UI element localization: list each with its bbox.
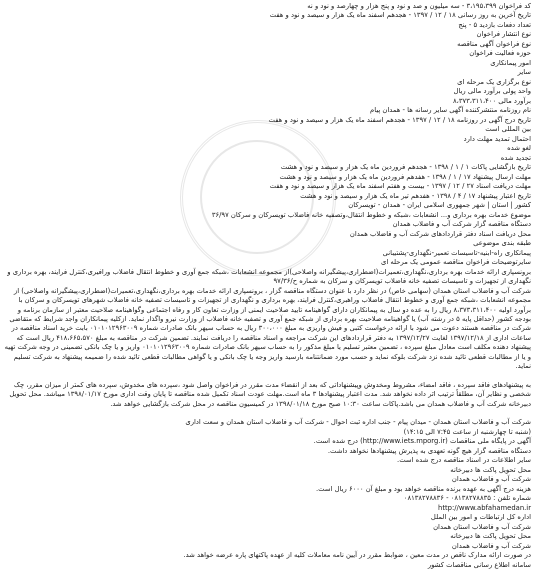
notice-field-line: تعداد دفعات بازدید ۵ - پنج — [458, 20, 531, 29]
notice-field-line: تاریخ اعتبار پیشنهاد ۱۷ / ۴ / ۱۳۹۸ - هفدهم تیر ماه یک هزار و سیصد و نود و هشت — [300, 191, 531, 200]
notice-footer — [3, 418, 531, 570]
tender-notice-document — [3, 2, 531, 570]
notice-field-line: حوزه فعالیت فراخوان — [469, 49, 531, 58]
notice-field-line: تاریخ آخرین به روز رسانی ۱۸ / ۱۲ / ۱۳۹۷ - هجدهم اسفند ماه یک هزار و سیصد و نود و هفت — [269, 11, 531, 20]
notice-field-line: نام روزنامه منتشرکننده آگهی سایر رسانه ها - همدان پیام — [370, 106, 531, 115]
notice-field-line: پیمانکاری راه-ابنیه-تاسیسات تعمیر-نگهداری-پشتیبانی — [382, 248, 531, 257]
footer-line: در صورت ارائه مدارک ناقص در مدت معین ، ضوابط مقرر در آیین نامه معاملات کلیه از عهده پاکتهای پاره عرضه خواهد شد. — [183, 551, 531, 560]
notice-field-line: برآورد مالی ۸،۳۷۳،۳۱۱،۴۰۰ — [453, 96, 531, 105]
notice-field-line: تاریخ درج آگهی در روزنامه ۱۸ / ۱۲ / ۱۳۹۷ - هجدهم اسفند ماه یک هزار و سیصد و نود و هفت — [268, 115, 531, 124]
notice-field-line: کشور | استان | شهر جمهوری اسلامی ایران - همدان - تویسرکان — [348, 201, 531, 210]
notice-field-line: نوع فراخوان آگهی مناقصه — [457, 39, 531, 48]
notice-field-line: تجدید شده — [500, 153, 531, 162]
notice-field-line: امور پیمانکاری — [490, 58, 531, 67]
footer-line: دستگاه مناقصه گزار هیچ گونه تعهدی به پذیرش پیشنهادها نخواهد داشت. — [327, 446, 531, 455]
paragraph-gap — [3, 409, 531, 418]
notice-body-paragraph: شرکت آب و فاضلاب استان همدان (سهامی خاص) در نظر دارد با عنوان دستگاه مناقصه گزار ، برونسپاری ارائه خدمات بهره برداری،نگهداری،تعمیرات(اضطراری،پیشگیرانه واصلاحی) از مجموعه انشعابات ،شبکه جمع آوری و خطوط انتقال فاضلاب وراهبری،کنترل فرایند، بهره برداری و نگهداری از تجهیزات و تاسیسات تصفیه خانه فاضلاب شهرهای تویسرکان و سرکان با برآورد اولیه ۸،۳۷۳،۳۱۱،۴۰۰ ریال را به عده دو سال به پیمانکاران دارای گواهینامه تایید صلاحیت ایمنی از وزارت تعاون کار و رفاه اجتماعی وگواهینامه صلاحیت معتبر از سازمان برنامه و بودجه کشور (حداقل پایه ۵ در رشته آب) یا گواهینامه صلاحیت بهره برداری از شبکه جمع آوری و تصفیه خانه فاضلاب از وزارت نیرو واگذار نماید. ازکلیه پیمانکاران واجد شرایط که متقاضی شرکت در مناقصه هستند دعوت می شود با ارائه درخواست کتبی و فیش واریزی به مبلغ ۳۰۰،۰۰۰ ریال به حساب سیهر بانک صادرات شماره ۰۱۰۱۰۱۲۹۶۳۰۰۹ بابت خرید اسناد مناقصه در ساعات اداری از ۱۳۹۷/۱۲/۱۸ لغایت ۱۳۹۷/۱۲/۲۷ به دفتر قراردادهای این شرکت مراجعه و اسناد مناقصه را دریافت نمایند. تضمین شرکت در مناقصه به مبلغ ۴۱۸،۶۶۵،۵۷۰ ریال است که پیشنهاد دهنده مکلف است معادل مبلغ سپرده ، تضمین معتبر تسلیم یا مبلغ مذکور را به حساب سیهر بانک صادرات شماره ۰۱۰۱۰۱۲۹۶۳۰۰۹ واریز و یا چک بانکی تضمینی در وجه شرکت تهیه و یا از مطالبات قطعی تائید شده نزد شرکت بلوکه نماید و حسب مورد ضمانتنامه بارسید واریز وجه یا چک بانکی و یا گواهی مطالبات قطعی تائید شده را ضمیمه پیشنهاد به شرکت تسلیم نماید. — [4, 286, 531, 371]
footer-line: سایر اطلاعات در اسناد مناقصه درج شده است. — [397, 456, 531, 465]
footer-line: محل تحویل پاکت ها دبیرخانه — [450, 465, 531, 474]
notice-field-line: لغو شده — [507, 144, 531, 153]
paragraph-gap — [3, 372, 531, 381]
notice-field-line: موضوع خدمات بهره برداری و... انشعابات ،شبکه و خطوط انتقال،وتصفیه خانه فاضلاب تویسرکان و سرکان ۳۶/۹۷ — [211, 210, 531, 219]
notice-fields — [3, 2, 531, 287]
footer-line: (شنبه تا چهارشنبه از ساعت ۷:۴۵ الی ۱۴:۱۵) — [403, 427, 531, 436]
footer-line: شماره تلفن : ۰۸۱۳۸۲۷۸۸۳۵ - ۰۸۱۳۸۲۷۸۸۳۶ — [403, 494, 531, 503]
notice-field-line: مهلت دریافت اسناد ۲۷ / ۱۲ / ۱۳۹۷ - بیست و هفتم اسفند ماه یک هزار و سیصد و نود و هفت — [269, 182, 531, 191]
footer-line: سامانه اطلاع رسانی مناقصات کشور — [427, 560, 531, 569]
footer-line: شرکت آب و فاضلاب استان همدان - میدان پیام - جنب اداره ثبت احوال - شرکت آب و فاضلاب استان همدان و سعت اداری — [185, 418, 531, 427]
notice-field-line: محل دریافت اسناد دفتر قراردادهای شرکت آب و فاضلاب همدان — [349, 229, 531, 238]
notice-field-line: سایرتوضیحات فراخوان مناقصه عمومی یک مرحله ای — [381, 258, 531, 267]
notice-field-line: سایر — [517, 68, 531, 77]
notice-field-line: مهلت ارسال پیشنهاد ۱۷ / ۱ / ۱۳۹۸ - هفدهم فروردین ماه یک هزار و سیصد و نود و هشت — [279, 172, 531, 181]
notice-field-line: تاریخ بازگشایی پاکات ۱ / ۱ / ۱۳۹۸ - هجدهم فروردین ماه یک هزار و سیصد و نود و هشت — [280, 163, 531, 172]
notice-field-line: نوع انتشار فراخوان — [476, 30, 531, 39]
footer-line: شرکت آب و فاضلاب همدان — [451, 541, 531, 550]
notice-field-line: واحد پولی برآورد مالی ریال — [453, 87, 531, 96]
notice-field-line: بین المللی است — [485, 125, 531, 134]
notice-conditions-paragraph: به پیشنهادهای فاقد سپرده ، فاقد امضاء، مشروط ومخدوش وپیشنهاداتی که بعد از انقضاء مدت مقرر در فراخوان واصل شود ،سپرده های مخدوش، سپرده های کمتر از میزان مقرر، چک شخصی و نظایر آن، مطلقاً ترتیب اثر داده نخواهد شد. مدت اعتبار پیشنهادها ۳ ماه است.مهلت عودت اسناد تکمیل شده مناقصه تا پایان وقت اداری مورخ ۱۳۹۸/۰۱/۱۷ میباشد. محل تحویل دبیرخانه شرکت آب و فاضلاب همدان می باشد.پاکات ساعت ۱۰:۳۰ صبح مورخ ۱۳۹۸/۰۱/۱۸ در کمیسیون مناقصه در محل شرکت بازگشایی خواهد شد. — [9, 380, 531, 408]
footer-line: آگهی در پایگاه ملی مناقصات (http://www.iets.mporg.ir) درج شده است. — [313, 437, 531, 446]
notice-field-line: طبقه بندی موضوعی — [473, 239, 531, 248]
footer-line: شرکت آب و فاضلاب استان همدان — [433, 522, 531, 531]
footer-line: اداره کل ارتباطات و امور بین الملل — [430, 513, 531, 522]
notice-field-line: نوع برگزاری یک مرحله ای — [457, 77, 531, 86]
notice-field-line: کد فراخوان ۳،۱۹۵،۳۹۹ - سه میلیون و صد و نود و پنج هزار و چهارصد و نود و نه — [307, 2, 531, 10]
notice-field-line: احتمال تمدید مهلت دارد — [463, 134, 531, 143]
notice-field-line: برونسپاری ارائه خدمات بهره برداری،نگهداری،تعمیرات(اضطراری،پیشگیرانه واصلاحی)از مجموعه انشعابات ،شبکه جمع آوری و خطوط انتقال فاضلاب ورافیری،کنترل فرایند، بهره برداری و نگهداری از تجهیزات و تاسیسات تصفیه خانه فاضلاب تویسرکان و سرکان به شماره ح/۹۷/۳۶ — [7, 267, 531, 286]
footer-line: محل تحویل پاکت ها دبیرخانه — [450, 532, 531, 541]
footer-line: هزینه درج آگهی به عهده برنده مناقصه خواهد بود و مبلغ آن ۶۰۰۰ ریال است. — [316, 484, 531, 493]
notice-field-line: دستگاه مناقصه گزار شرکت آب و فاضلاب همدان — [392, 220, 531, 229]
footer-line: http://www.abfahamedan.ir — [438, 503, 531, 512]
footer-line: شرکت آب و فاضلاب همدان — [451, 475, 531, 484]
